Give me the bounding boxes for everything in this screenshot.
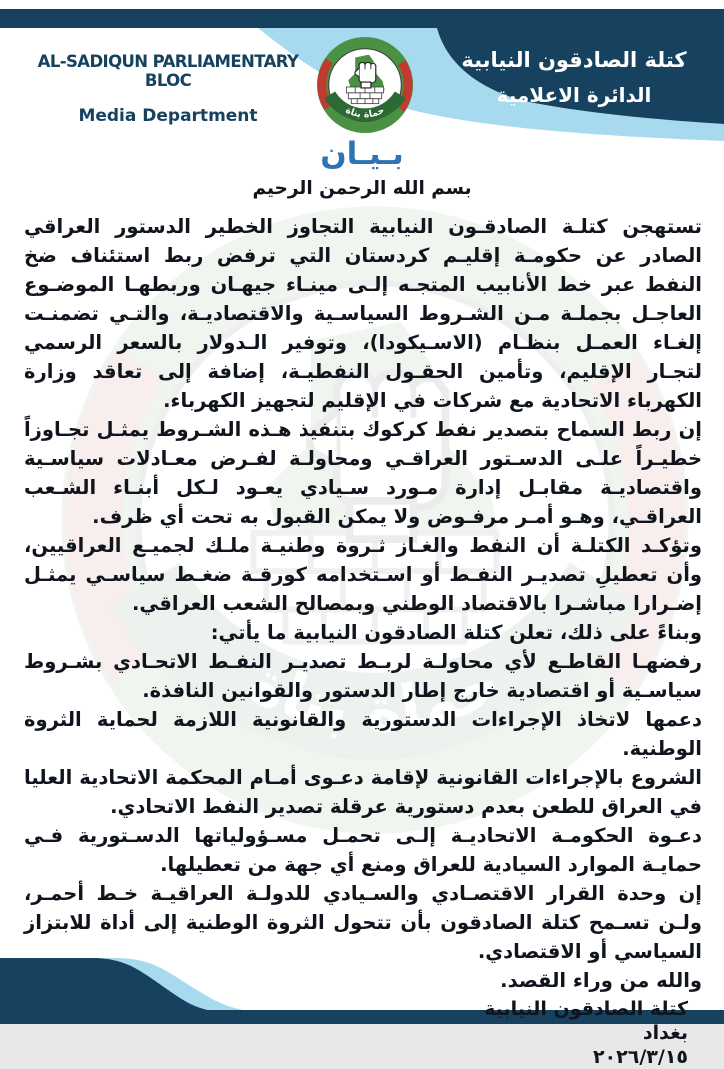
org-arabic-line2: الدائرة الاعلامية	[496, 83, 652, 107]
org-arabic-line1: كتلة الصادقون النيابية	[461, 48, 687, 72]
paragraph: وبناءً على ذلك، تعلن كتلة الصادقون النيابية ما يأتي:	[210, 621, 702, 644]
org-name-english	[18, 52, 318, 126]
org-name-arabic	[454, 48, 694, 107]
paragraph: دعمها لاتخاذ الإجراءات الدستورية والقانونية اللازمة لحماية الثروة الوطنية.	[24, 708, 702, 760]
signature-block	[10, 997, 688, 1069]
al-sadiqun-logo-icon	[316, 36, 414, 134]
paragraph: تستهجن كتلـة الصادقـون النيابية التجاوز الخطير الدستور العراقي الصادر عن حكومـة إقليـم كردستان التي ترفض ربط استئناف ضخ النفط عبر خط الأنابيب المتجـه إلـى مينـاء جيهـان وربطهـا الموضـوع العاجـل بجملـة مـن الشـروط السياسـية والاقتصاديـة، والتـي تضمنـت إلغـاء العمـل بنظـام (الاسـيكودا)، وتوفير الـدولار بالسعر الرسمي لتجـار الإقليم، وتأمين الحقـول النفطيـة، إضافة إلى تعاقد وزارة الكهرباء الاتحادية مع شركات في الإقليم لتجهيز الكهرباء.	[24, 215, 702, 412]
basmala-text: بسم الله الرحمن الرحيم	[252, 178, 472, 199]
paragraph: إن وحدة القرار الاقتصـادي والسـيادي للدولـة العراقيـة خـط أحمـر، ولـن تسـمح كتلة الصادقون بأن تتحول الثروة الوطنية إلى أداة للابتزاز السياسي أو الاقتصادي.	[24, 882, 702, 963]
paragraph: رفضهـا القاطـع لأي محاولـة لربـط تصديـر النفـط الاتحـادي بشـروط سياسـية أو اقتصادية خارج إطار الدستور والقوانين النافذة.	[24, 650, 702, 702]
statement-body	[24, 212, 702, 1069]
org-english-line2: Media Department	[78, 106, 258, 126]
paragraph: وتؤكـد الكتلـة أن النفط والغـاز ثـروة وطنيـة ملـك لجميـع العراقيين، وأن تعطيلِ تصديـر النفـط أو اسـتخدامه كورقـة ضغـط سياسـي يمثـل إضـرارا مباشـرا بالاقتصاد الوطني وبمصالح الشعب العراقي.	[24, 534, 702, 615]
paragraph: الشروع بالإجراءات القانونية لإقامة دعـوى أمـام المحكمة الاتحادية العليا في العراق للطعن بعدم دستورية عرقلة تصدير النفط الاتحادي.	[24, 766, 702, 818]
statement-title: بـيـان	[320, 136, 404, 172]
signature-date: ٢٠٢٦/٣/١٥	[592, 1046, 688, 1068]
paragraph: دعـوة الحكومـة الاتحاديـة إلـى تحمـل مسـؤولياتها الدسـتورية فـي حمايـة الموارد السيادية للعراق ومنع أي جهة من تعطيلها.	[24, 824, 702, 876]
signature-city: بغداد	[642, 1022, 688, 1044]
paragraph: والله من وراء القصد.	[500, 969, 702, 992]
paragraph: إن ربط السماح بتصدير نفط كركوك بتنفيذ هـذه الشـروط يمثـل تجـاوزاً خطيـراً علـى الدسـتور العراقـي ومحاولـة لفـرض معـادلات سياسـية واقتصاديـة مقابـل إدارة مـورد سـيادي يعـود لـكل أبنـاء الشـعب العراقـي، وهـو أمـر مرفـوض ولا يمكن القبول به تحت أي ظرف.	[24, 418, 702, 528]
org-english-line1: AL-SADIQUN PARLIAMENTARY BLOC	[37, 52, 299, 90]
signature-org: كتلة الصادقون النيابية	[484, 998, 688, 1020]
